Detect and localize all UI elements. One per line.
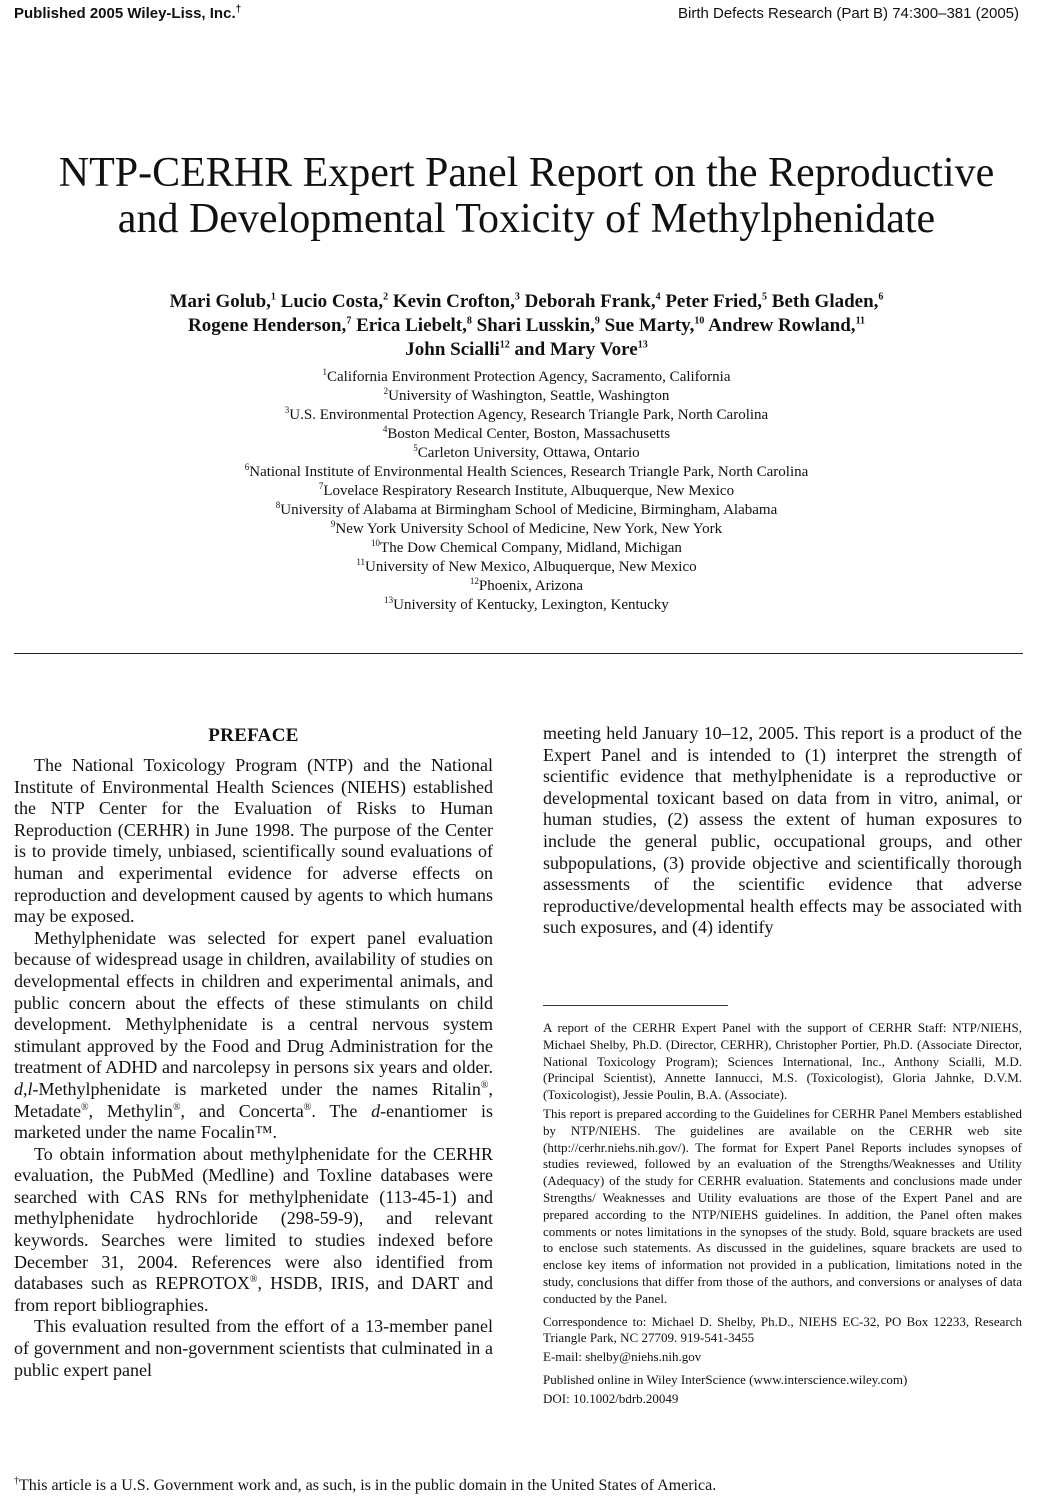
affiliation-text: National Institute of Environmental Health Sciences, Research Triangle Park, North Carolina — [249, 464, 809, 480]
author-affil-number: 8 — [466, 315, 472, 327]
affiliation — [40, 539, 1013, 558]
preface-paragraph-4: This evaluation resulted from the effort of a 13-member panel of government and non-government scientists that culminated in a public expert panel — [14, 1316, 493, 1380]
affiliation — [40, 558, 1013, 577]
registered-mark: ® — [172, 1101, 181, 1113]
text-run: -Methylphenidate is marketed under the names Ritalin — [32, 1078, 481, 1099]
affiliation-number: 12 — [469, 576, 479, 586]
affiliation-text: Boston Medical Center, Boston, Massachusetts — [387, 426, 671, 442]
author-name: Peter Fried, — [665, 291, 763, 312]
affiliation-number: 8 — [275, 500, 281, 510]
author-name: Andrew Rowland, — [708, 315, 856, 336]
author-name: and Mary Vore — [514, 339, 638, 360]
author-name: Rogene Henderson, — [187, 315, 347, 336]
registered-mark: ® — [249, 1274, 258, 1286]
text-run: , Methylin — [88, 1100, 173, 1121]
affiliation — [40, 406, 1013, 425]
preface-paragraph-1: The National Toxicology Program (NTP) and the National Institute of Environmental Health Sciences (NIEHS) established the NTP Center for the Evaluation of Risks to Human Reproduction (CERHR) in June 1998. The purpose of the Center is to provide timely, unbiased, scientifically sound evaluations of human and experimental evidence for adverse effects on reproduction and development caused by agents to which humans may be exposed. — [14, 755, 493, 927]
affiliation — [40, 444, 1013, 463]
affiliation-number: 3 — [284, 405, 290, 415]
affiliation-text: Carleton University, Ottawa, Ontario — [417, 445, 640, 461]
author-name: Erica Liebelt, — [356, 315, 467, 336]
affiliation — [40, 387, 1013, 406]
author-name: Beth Gladen, — [771, 291, 879, 312]
affiliation-text: University of Kentucky, Lexington, Kentucky — [393, 597, 669, 613]
author-affil-number: 3 — [514, 291, 520, 303]
correspondence-note: Correspondence to: Michael D. Shelby, Ph.D., NIEHS EC-32, PO Box 12233, Research Triangle Park, NC 27709. 919-541-3455 — [543, 1313, 1022, 1346]
article-title — [0, 150, 1053, 242]
italic-prefix: d,l — [14, 1078, 33, 1099]
author-name: Shari Lusskin, — [476, 315, 595, 336]
author-name: John Scialli — [405, 339, 500, 360]
affiliation-text: University of Alabama at Birmingham School of Medicine, Birmingham, Alabama — [280, 502, 778, 518]
affiliation-list — [40, 368, 1013, 615]
guidelines-note: This report is prepared according to the Guidelines for CERHR Panel Members established by NTP/NIEHS. The guidelines are available on the CERHR web site (http://cerhr.niehs.nih.gov/). The format for Expert Panel Reports includes synopses of studies reviewed, followed by an evaluation of the Strengths/Weaknesses and Utility (Adequacy) of the study for CERHR evaluation. Statements and conclusions made under Strengths/ Weaknesses and Utility evaluations are those of the Expert Panel and are prepared according to the NTP/NIEHS guidelines. In addition, the Panel often makes comments or notes limitations in the synopses of the study. Bold, square brackets are used to enclose such statements. As discussed in the guidelines, square brackets are used to enclose key items of information not provided in a publication, limitations noted in the study, conclusions that differ from those of the authors, and conversions or analyses of data conducted by the Panel. — [543, 1105, 1022, 1306]
text-run: To obtain information about methylphenidate for the CERHR evaluation, the PubMed (Medline) and Toxline databases were searched with CAS RNs for methylphenidate (113-45-1) and methylphenidate hydrochloride (298-59-9), and relevant keywords. Searches were limited to studies indexed before December 31, 2004. References were also identified from databases such as REPROTOX — [14, 1143, 493, 1294]
affiliation-text: U.S. Environmental Protection Agency, Research Triangle Park, North Carolina — [289, 407, 769, 423]
text-run: Methylphenidate was selected for expert panel evaluation because of widespread usage in children, availability of studies on developmental effects in children and experimental animals, and public concern about the effects of these stimulants on child development. Methylphenidate is a central nervous system stimulant approved by the Food and Drug Administration for the treatment of ADHD and narcolepsy in persons six years and older. — [14, 927, 493, 1078]
author-affil-number: 7 — [346, 315, 352, 327]
affiliation — [40, 577, 1013, 596]
affiliation-number: 5 — [413, 443, 418, 453]
right-column — [543, 723, 1022, 939]
italic-prefix: d — [371, 1100, 381, 1121]
registered-mark: ® — [80, 1101, 89, 1113]
author-list — [40, 290, 1013, 362]
preface-continuation: meeting held January 10–12, 2005. This report is a product of the Expert Panel and is intended to (1) interpret the strength of scientific evidence that methylphenidate is a reproductive or developmental toxicant based on data from in vitro, animal, or human studies, (2) assess the extent of human exposures to include the general public, occupational groups, and other subpopulations, (3) provide objective and scientifically thorough assessments of the scientific evidence that adverse reproductive/developmental health effects may be associated with such exposures, and (4) identify — [543, 723, 1022, 938]
author-line-1 — [40, 290, 1013, 314]
author-affil-number: 9 — [594, 315, 600, 327]
affiliation-number: 11 — [356, 557, 366, 567]
author-affil-number: 11 — [855, 315, 866, 327]
affiliation-number: 9 — [330, 519, 336, 529]
author-name: Sue Marty, — [604, 315, 695, 336]
affiliation-number: 2 — [383, 386, 389, 396]
publisher-text: Published 2005 Wiley-Liss, Inc. — [14, 5, 236, 22]
affiliation-number: 4 — [382, 424, 388, 434]
text-run: , Metadate — [14, 1078, 493, 1121]
author-affil-number: 6 — [878, 291, 884, 303]
author-affil-number: 2 — [383, 291, 389, 303]
affiliation-text: Lovelace Respiratory Research Institute, Albuquerque, New Mexico — [323, 483, 735, 499]
notes-divider — [543, 1005, 728, 1006]
author-name: Kevin Crofton, — [392, 291, 515, 312]
affiliation-text: University of Washington, Seattle, Washington — [388, 388, 670, 404]
author-affil-number: 10 — [694, 315, 705, 327]
affiliation — [40, 425, 1013, 444]
author-name: Mari Golub, — [169, 291, 271, 312]
affiliation-number: 10 — [371, 538, 381, 548]
email-note: E-mail: shelby@niehs.nih.gov — [543, 1349, 702, 1365]
affiliation — [40, 596, 1013, 615]
affiliation-text: The Dow Chemical Company, Midland, Michigan — [380, 540, 682, 556]
affiliation-number: 13 — [384, 595, 394, 605]
affiliation — [40, 368, 1013, 387]
author-affil-number: 1 — [270, 291, 276, 303]
author-line-2 — [40, 314, 1013, 338]
author-affil-number: 13 — [637, 339, 648, 351]
text-run: , HSDB, IRIS, and DART and from report bibliographies. — [14, 1273, 494, 1315]
author-affil-number: 12 — [499, 339, 510, 351]
running-header-journal: Birth Defects Research (Part B) 74:300–381 (2005) — [677, 5, 1019, 22]
title-line-1: NTP-CERHR Expert Panel Report on the Reproductive — [58, 150, 995, 196]
text-run: . The — [311, 1100, 372, 1121]
affiliation-text: New York University School of Medicine, New York, New York — [335, 521, 723, 537]
author-affil-number: 4 — [655, 291, 661, 303]
affiliation — [40, 501, 1013, 520]
preface-paragraph-2 — [14, 928, 493, 1144]
registered-mark: ® — [480, 1079, 489, 1091]
staff-note: A report of the CERHR Expert Panel with the support of CERHR Staff: NTP/NIEHS, Michael Shelby, Ph.D. (Director, CERHR), Christopher Portier, Ph.D. (Associate Director, National Toxicology Program); Sciences International, Inc., Anthony Scialli, M.D. (Principal Scientist), Annette Iannucci, M.S. (Toxicologist), Gloria Jahnke, D.V.M. (Toxicologist), Jessie Poulin, B.A. (Associate). — [543, 1020, 1022, 1103]
author-name: Lucio Costa, — [280, 291, 384, 312]
running-header-publisher — [14, 5, 241, 22]
affiliation — [40, 463, 1013, 482]
public-domain-footnote — [14, 1477, 716, 1495]
section-divider — [14, 653, 1023, 654]
affiliation — [40, 482, 1013, 501]
text-run: -enantiomer is marketed under the name Focalin™. — [14, 1100, 493, 1143]
preface-column — [14, 723, 493, 1381]
author-name: Deborah Frank, — [524, 291, 656, 312]
affiliation-text: Phoenix, Arizona — [478, 578, 584, 594]
author-affil-number: 5 — [762, 291, 768, 303]
footnote-text: This article is a U.S. Government work and, as such, is in the public domain in the United States of America. — [19, 1477, 717, 1494]
affiliation-text: University of New Mexico, Albuquerque, New Mexico — [365, 559, 697, 575]
preface-paragraph-3 — [14, 1144, 493, 1317]
title-line-2: and Developmental Toxicity of Methylphenidate — [117, 196, 936, 242]
affiliation-number: 6 — [244, 462, 250, 472]
doi-note: DOI: 10.1002/bdrb.20049 — [543, 1390, 679, 1406]
published-online-note: Published online in Wiley InterScience (www.interscience.wiley.com) — [543, 1371, 908, 1387]
text-run: , and Concerta — [180, 1100, 304, 1121]
footnote-dagger: † — [14, 1475, 19, 1487]
affiliation-number: 7 — [318, 481, 324, 491]
affiliation — [40, 520, 1013, 539]
publisher-dagger: † — [235, 4, 242, 15]
affiliation-text: California Environment Protection Agency, Sacramento, California — [327, 369, 731, 385]
registered-mark: ® — [303, 1101, 312, 1113]
author-line-3 — [40, 338, 1013, 362]
front-matter-notes — [543, 1020, 1022, 1410]
affiliation-number: 1 — [322, 367, 327, 377]
preface-heading: PREFACE — [208, 725, 299, 746]
